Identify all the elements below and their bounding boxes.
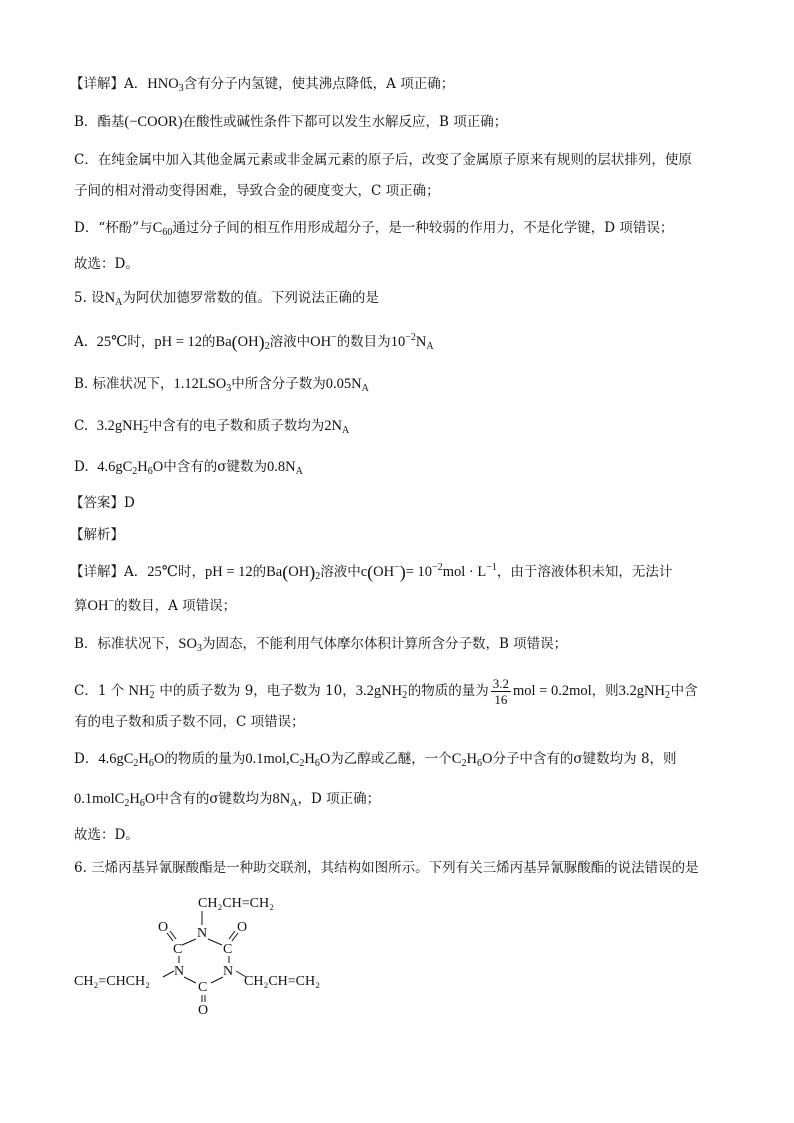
text: 溶液中 [269, 334, 311, 350]
formula-sup: − [664, 681, 671, 692]
formula-sub: 6 [147, 466, 153, 477]
text: B．酯基 [74, 114, 125, 130]
formula-sub: 2 [264, 341, 270, 352]
formula-sub: 6 [476, 758, 482, 769]
formula [178, 636, 202, 652]
formula-sup: − [108, 596, 115, 607]
formula-text: OH [237, 334, 259, 350]
bond [208, 939, 222, 945]
detail2-line-c1 [74, 676, 734, 707]
formula [326, 376, 369, 392]
detail-tag: 【详解】 [70, 76, 124, 92]
detail2-conclusion: 故选：D。 [74, 827, 139, 843]
formula [98, 751, 164, 767]
text: 中的质子数为 9，电子数为 10， [159, 683, 356, 699]
formula-text: 2N [324, 418, 342, 434]
option-prefix: A. [74, 334, 89, 350]
option-prefix: A． [124, 564, 148, 580]
formula [391, 334, 434, 350]
formula-text: 3.2gNH [96, 418, 144, 434]
text: 时， [177, 564, 205, 580]
formula [361, 564, 497, 580]
formula-sup: − [402, 681, 408, 692]
text: 的物质的量为 [164, 751, 246, 767]
fraction-numerator: 3.2 [492, 676, 509, 691]
formula-sub: 60 [162, 227, 173, 238]
text: 时， [127, 334, 155, 350]
formula-text: OH [373, 564, 395, 580]
formula-sub: A [341, 425, 350, 436]
text: 中含 [670, 683, 698, 699]
text: 算 [74, 598, 88, 614]
text: 溶液中 [320, 564, 361, 580]
formula-sub: 2 [461, 758, 467, 769]
text: 的 [252, 564, 267, 580]
formula-sub: 2 [402, 690, 408, 701]
paren: ( [231, 332, 238, 352]
formula-sub: A [361, 383, 369, 394]
formula-text: 0.8N [266, 459, 296, 475]
text: 含有分子内氢键，使其沸点降低，A 项正确； [183, 76, 455, 92]
formula [129, 683, 156, 699]
n-top: N [197, 926, 208, 941]
formula-text: 1.12LSO [173, 376, 227, 392]
formula-sub: 2 [299, 758, 305, 769]
c1-label: C [173, 942, 183, 957]
text: 的物质的量为 [407, 683, 489, 699]
detail1-conclusion: 故选：D。 [74, 256, 139, 272]
text: C．1 个 [74, 683, 125, 699]
formula [174, 376, 232, 392]
detail-tag: 【详解】 [70, 564, 124, 580]
formula-sub: 2 [133, 758, 139, 769]
paren: ( [367, 562, 374, 582]
formula-sub: 2 [132, 466, 138, 477]
formula-text: H [129, 791, 140, 807]
option-prefix: C. [74, 418, 89, 434]
formula-sub: 3 [226, 383, 232, 394]
formula-text: 0.1molC [74, 791, 125, 807]
formula-sub: 2 [149, 690, 155, 701]
formula: 25℃ [96, 334, 128, 350]
formula-sub: A [290, 798, 298, 809]
formula-text: C [152, 220, 163, 236]
formula-text: 4.6gC [98, 751, 134, 767]
q5-option-b [74, 374, 734, 394]
formula-text: OH [310, 334, 332, 350]
text: 中含有的σ键数为 [163, 459, 267, 475]
formula-text: H [304, 751, 315, 767]
formula [153, 220, 173, 236]
detail2-line-c2: 有的电子数和质子数不同，C 项错误； [74, 714, 305, 730]
paren: ) [258, 332, 265, 352]
detail2-line-d1 [74, 749, 734, 769]
formula-text: O [153, 751, 165, 767]
text: 5. 设 [74, 290, 105, 306]
formula-text: Ba [215, 334, 232, 350]
formula-sub: 2 [315, 571, 321, 582]
formula-text: H [466, 751, 477, 767]
left-chain-label: CH₂=CHCH₂ [74, 974, 151, 989]
formula [216, 334, 270, 350]
formula-text: H [137, 459, 148, 475]
option-prefix: D. [74, 459, 89, 475]
formula [452, 751, 493, 767]
formula: (−COOR) [124, 114, 183, 130]
formula [273, 791, 298, 807]
text: 中含有的电子数和质子数均为 [148, 418, 325, 434]
formula-sub: A [295, 466, 303, 477]
formula [147, 76, 183, 92]
fraction-denominator: 16 [494, 692, 508, 707]
formula-text: O [144, 791, 156, 807]
text: D． [74, 751, 99, 767]
text: 为乙醇或乙醚，一个 [330, 751, 452, 767]
formula [267, 459, 303, 475]
bond [211, 977, 223, 983]
detail2-line-a2 [74, 596, 734, 616]
formula-sup: −1 [486, 562, 497, 573]
formula-text: NH [128, 683, 150, 699]
formula-text: N [415, 334, 427, 350]
text: ，D 项正确； [297, 791, 381, 807]
o-topleft: O [158, 920, 169, 935]
formula-sup: −2 [405, 332, 416, 343]
text: 的数目为 [336, 334, 391, 350]
q5-answer: 【答案】D [70, 495, 135, 511]
formula-sub: A [115, 297, 123, 308]
formula: pH = 12 [204, 564, 253, 580]
formula-text: mol · L [442, 564, 487, 580]
text: 中含有的σ键数均为 [155, 791, 273, 807]
text: 的数目，A 项错误； [114, 598, 237, 614]
o-topright: O [237, 920, 248, 935]
bond [184, 977, 196, 983]
detail1-line-b [74, 112, 734, 132]
formula-sub: A [426, 341, 434, 352]
formula-sub: 6 [148, 758, 154, 769]
formula [310, 334, 337, 350]
formula [105, 290, 123, 306]
formula-text: 0.05N [325, 376, 362, 392]
formula-text: 0.1mol,C [245, 751, 300, 767]
formula-text: 3.2gNH [618, 683, 665, 699]
formula-text: O [481, 751, 493, 767]
formula-sub: 3 [178, 83, 184, 94]
formula [74, 791, 155, 807]
n-left: N [174, 964, 185, 979]
formula [266, 564, 320, 580]
detail2-line-a1 [70, 562, 734, 582]
q5-option-d [74, 457, 734, 477]
fraction [491, 676, 511, 707]
paren: ) [399, 562, 406, 582]
right-chain-label: CH₂CH=CH₂ [244, 974, 321, 989]
formula-sup: − [143, 416, 149, 427]
formula: mol = 0.2mol [512, 683, 592, 699]
top-chain-label: CH₂CH=CH₂ [198, 896, 275, 911]
o-bottom: O [198, 1003, 209, 1015]
formula-text: Ba [266, 564, 283, 580]
formula-sup: −2 [432, 562, 443, 573]
text: ，由于溶液体积未知，无法计 [496, 564, 673, 580]
formula-sup: − [331, 332, 337, 343]
formula-text: 4.6gC [97, 459, 133, 475]
formula-text: C [451, 751, 462, 767]
text: 的 [202, 334, 216, 350]
paren: ( [282, 562, 289, 582]
formula: 25℃ [147, 564, 178, 580]
formula: pH = 12 [154, 334, 203, 350]
formula-text: 8N [272, 791, 291, 807]
formula [356, 683, 408, 699]
formula-sub: 2 [664, 690, 670, 701]
text: 在酸性或碱性条件下都可以发生水解反应，B 项正确； [182, 114, 508, 130]
formula-text: O [319, 751, 331, 767]
formula-text: H [138, 751, 149, 767]
bond [163, 971, 174, 977]
q5-option-c [74, 416, 734, 436]
formula-text: 10 [390, 334, 406, 350]
formula-text: HNO [147, 76, 179, 92]
detail1-line-a [70, 74, 734, 94]
text: D．“杯酚”与 [74, 220, 153, 236]
detail2-line-d2 [74, 789, 734, 809]
n-right: N [223, 964, 234, 979]
formula-text: OH [87, 598, 109, 614]
formula-sup: − [149, 681, 156, 692]
structure-diagram [70, 885, 370, 1015]
c3-label: C [198, 980, 208, 995]
text: B. 标准状况下， [74, 376, 174, 392]
formula [88, 598, 115, 614]
formula-text: 3.2gNH [355, 683, 403, 699]
formula-text: SO [178, 636, 197, 652]
formula [619, 683, 671, 699]
formula-sub: 6 [139, 798, 145, 809]
text: 为固态，不能利用气体摩尔体积计算所含分子数，B 项错误； [201, 636, 568, 652]
paren: ) [309, 562, 316, 582]
formula-sub: 2 [143, 425, 149, 436]
q5-analysis: 【解析】 [70, 527, 124, 543]
text: 为阿伏加德罗常数的值。下列说法正确的是 [122, 290, 379, 306]
formula-sub: 3 [196, 643, 202, 654]
detail1-line-c2: 子间的相对滑动变得困难，导致合金的硬度变大，C 项正确； [74, 183, 440, 199]
option-prefix: A． [124, 76, 148, 92]
formula-text: c [360, 564, 368, 580]
formula [97, 418, 149, 434]
formula [245, 751, 330, 767]
formula-text: = 10 [405, 564, 433, 580]
bond [182, 939, 196, 945]
text: B．标准状况下， [74, 636, 179, 652]
formula [324, 418, 349, 434]
text: 中所含分子数为 [231, 376, 326, 392]
formula-text: N [104, 290, 116, 306]
detail1-line-d [74, 218, 734, 238]
formula [97, 459, 163, 475]
formula-sub: 6 [314, 758, 320, 769]
q6-stem: 6. 三烯丙基异氰脲酸酯是一种助交联剂，其结构如图所示。下列有关三烯丙基异氰脲酸酯的说法错误的是 [74, 860, 699, 876]
formula-text: O [152, 459, 164, 475]
detail2-line-b [74, 634, 734, 654]
q5-stem [74, 288, 734, 308]
formula-sub: 2 [124, 798, 130, 809]
detail1-line-c1: C．在纯金属中加入其他金属元素或非金属元素的原子后，改变了金属原子原来有规则的层状排列，使原 [74, 152, 692, 168]
formula-sup: − [394, 562, 400, 573]
text: 通过分子间的相互作用形成超分子，是一种较弱的作用力，不是化学键，D 项错误； [172, 220, 674, 236]
q5-option-a [74, 332, 734, 352]
text: 分子中含有的σ键数均为 8，则 [492, 751, 677, 767]
c2-label: C [223, 942, 233, 957]
text: ，则 [591, 683, 619, 699]
formula-text: OH [288, 564, 310, 580]
